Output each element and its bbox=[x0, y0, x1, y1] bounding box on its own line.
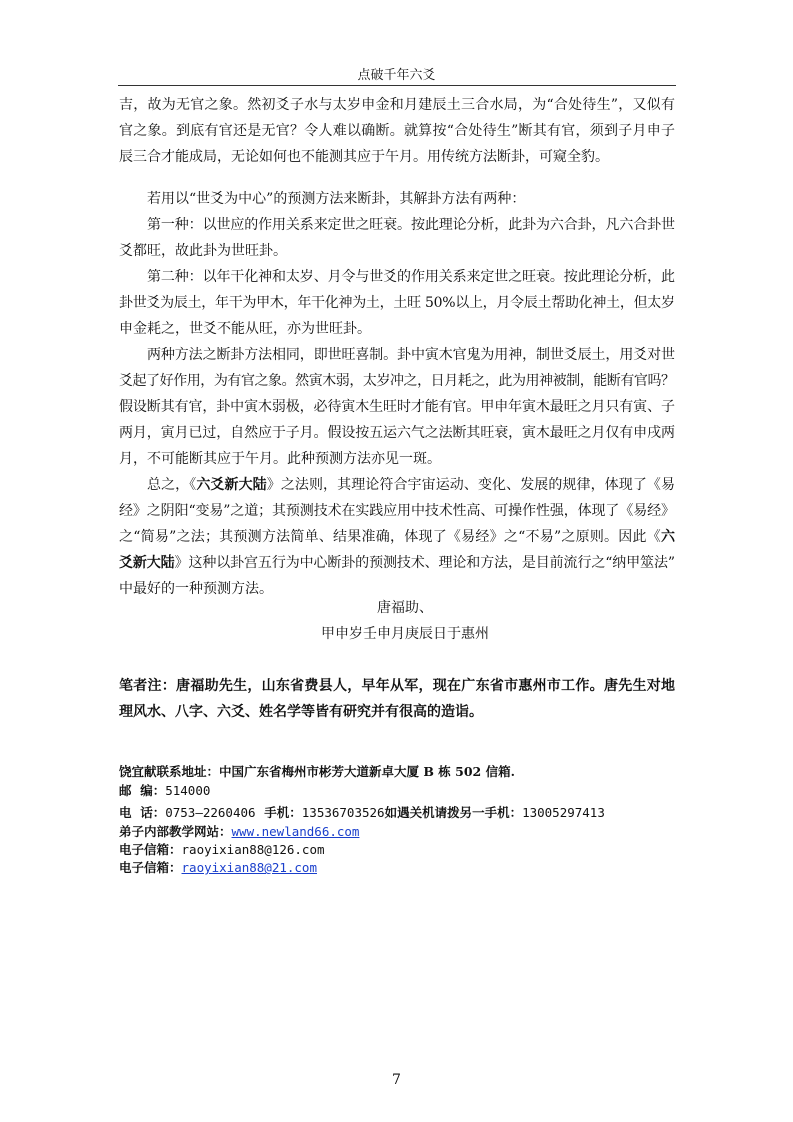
book-title-bold: 六爻新大陆 bbox=[196, 477, 267, 493]
page-number: 7 bbox=[392, 1072, 401, 1088]
signature-date-place: 甲申岁壬申月庚辰日于惠州 bbox=[321, 626, 489, 642]
email-value: raoyixian88@126.com bbox=[181, 842, 325, 857]
text-segment: 两月，寅月已过，自然应于子月。假设按五运六气之法断其旺衰，寅木最旺之月仅有申戌两 bbox=[119, 425, 675, 441]
body-line bbox=[119, 502, 676, 520]
text-segment: 官之象。到底有官还是无官？令人难以确断。就算按“合处待生”断其有官，须到子月申子 bbox=[119, 123, 676, 139]
address-label: 饶宜献联系地址： bbox=[119, 764, 220, 779]
phone-label: 电 话： bbox=[119, 805, 166, 820]
text-segment: 总之，《 bbox=[147, 477, 197, 493]
body-line bbox=[119, 122, 676, 140]
author-note-line: 理风水、八字、六爻、姓名学等皆有研究并有很高的造诣。 bbox=[119, 704, 483, 720]
postcode-value: 514000 bbox=[165, 783, 211, 798]
body-line bbox=[119, 528, 676, 546]
body-line bbox=[119, 372, 676, 390]
email-link[interactable]: raoyixian88@21.com bbox=[181, 860, 317, 875]
body-line bbox=[119, 580, 676, 598]
body-line bbox=[119, 424, 676, 442]
contact-address bbox=[119, 764, 515, 780]
running-header: 点破千年六爻 bbox=[357, 68, 436, 83]
email-label: 电子信箱： bbox=[119, 860, 182, 875]
postcode-label: 邮 编： bbox=[119, 783, 166, 798]
contact-phone bbox=[119, 805, 605, 821]
mobile-value: 13536703526 bbox=[301, 805, 385, 820]
contact-email-2 bbox=[119, 860, 317, 876]
text-segment: 中最好的一种预测方法。 bbox=[119, 581, 273, 597]
text-segment: 之“简易”之法；其预测方法简单、结果准确，体现了《易经》之“不易”之原则。因此《 bbox=[119, 529, 661, 545]
contact-email-1 bbox=[119, 842, 325, 858]
alt-mobile-value: 13005297413 bbox=[522, 805, 605, 820]
book-title-bold: 爻新大陆 bbox=[119, 555, 175, 571]
text-segment: 爻起了好作用，为有官之象。然寅木弱，太岁冲之，日月耗之，此为用神被制，能断有官吗？ bbox=[119, 373, 675, 389]
body-line bbox=[119, 450, 676, 468]
text-segment: 》这种以卦宫五行为中心断卦的预测技术、理论和方法，是目前流行之“纳甲筮法” bbox=[174, 555, 675, 571]
book-title-bold: 六 bbox=[661, 529, 676, 545]
text-segment: 爻都旺，故此卦为世旺卦。 bbox=[119, 243, 287, 259]
text-segment: 申金耗之，世爻不能从旺，亦为世旺卦。 bbox=[119, 321, 371, 337]
website-link[interactable]: www.newland66.com bbox=[231, 824, 360, 839]
address-value: 中国广东省梅州市彬芳大道新卓大厦 B 栋 502 信箱. bbox=[219, 764, 515, 779]
signature-name: 唐福助、 bbox=[377, 600, 433, 616]
contact-website bbox=[119, 824, 359, 840]
body-line bbox=[147, 346, 676, 364]
body-line bbox=[147, 268, 676, 286]
contact-postcode bbox=[119, 783, 210, 799]
text-segment: 假设断其有官，卦中寅木弱极，必待寅木生旺时才能有官。甲申年寅木最旺之月只有寅、子 bbox=[119, 399, 675, 415]
body-line bbox=[119, 242, 676, 260]
text-segment: 卦世爻为辰土，年干为甲木，年干化神为土，土旺 50%以上，月令辰土帮助化神土，但太岁 bbox=[119, 295, 675, 311]
text-segment: 若用以“世爻为中心”的预测方法来断卦，其解卦方法有两种： bbox=[147, 191, 526, 207]
mobile-label: 手机： bbox=[264, 805, 302, 820]
body-line bbox=[119, 398, 676, 416]
website-label: 弟子内部教学网站： bbox=[119, 824, 232, 839]
body-line bbox=[119, 320, 676, 338]
email-label: 电子信箱： bbox=[119, 842, 182, 857]
text-segment: 》之法则，其理论符合宇宙运动、变化、发展的规律，体现了《易 bbox=[266, 477, 676, 493]
body-line bbox=[119, 148, 676, 166]
body-line bbox=[119, 554, 676, 572]
body-line bbox=[147, 190, 676, 208]
header-divider bbox=[118, 85, 676, 86]
text-segment: 第二种：以年干化神和太岁、月令与世爻的作用关系来定世之旺衰。按此理论分析，此 bbox=[147, 269, 675, 285]
text-segment: 第一种：以世应的作用关系来定世之旺衰。按此理论分析，此卦为六合卦，凡六合卦世 bbox=[147, 217, 675, 233]
body-line bbox=[119, 294, 676, 312]
author-note-line: 笔者注：唐福助先生，山东省费县人，早年从军，现在广东省市惠州市工作。唐先生对地 bbox=[119, 678, 676, 694]
phone-value: 0753—2260406 bbox=[165, 805, 256, 820]
body-line bbox=[147, 476, 676, 494]
text-segment: 经》之阴阳“变易”之道；其预测技术在实践应用中技术性高、可操作性强，体现了《易经》 bbox=[119, 503, 675, 519]
text-segment: 吉，故为无官之象。然初爻子水与太岁申金和月建辰土三合水局，为“合处待生”，又似有 bbox=[119, 97, 676, 113]
text-segment: 月，不可能断其应于午月。此种预测方法亦见一斑。 bbox=[119, 451, 441, 467]
text-segment: 两种方法之断卦方法相同，即世旺喜制。卦中寅木官鬼为用神，制世爻辰土，用爻对世 bbox=[147, 347, 675, 363]
text-segment: 辰三合才能成局，无论如何也不能测其应于午月。用传统方法断卦，可窥全豹。 bbox=[119, 149, 609, 165]
body-line bbox=[147, 216, 676, 234]
alt-mobile-label: 如遇关机请拨另一手机： bbox=[384, 805, 523, 820]
body-line bbox=[119, 96, 676, 114]
